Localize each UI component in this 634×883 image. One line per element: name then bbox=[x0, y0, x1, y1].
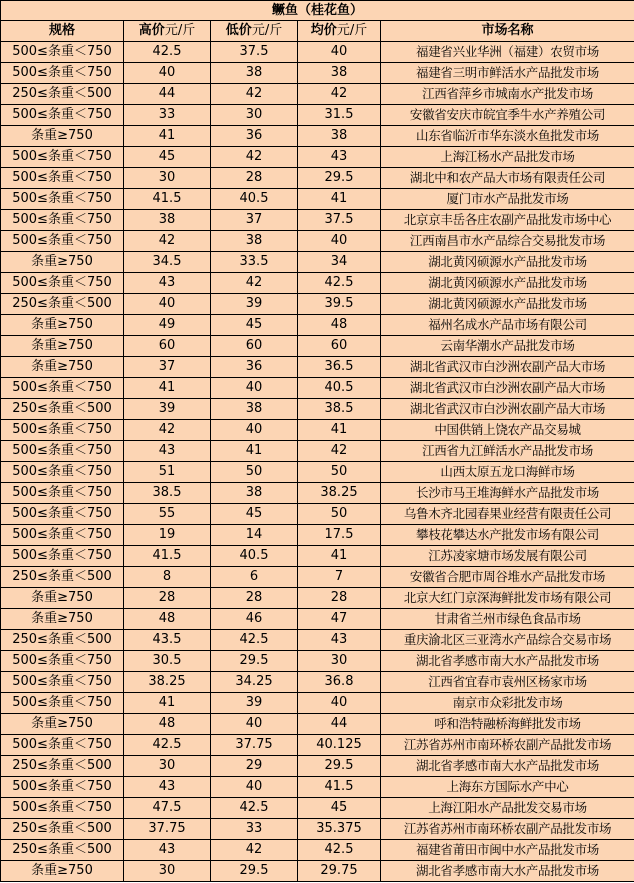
cell-avg: 40 bbox=[298, 693, 381, 714]
cell-low: 28 bbox=[211, 588, 298, 609]
cell-avg: 38.5 bbox=[298, 399, 381, 420]
cell-avg: 40 bbox=[298, 42, 381, 63]
table-row bbox=[1, 168, 634, 189]
table-row bbox=[1, 399, 634, 420]
cell-avg: 40 bbox=[298, 231, 381, 252]
table-row bbox=[1, 189, 634, 210]
cell-avg: 43 bbox=[298, 147, 381, 168]
header-row bbox=[1, 21, 634, 42]
cell-avg: 42.5 bbox=[298, 840, 381, 861]
cell-avg: 34 bbox=[298, 252, 381, 273]
cell-spec: 条重≥750 bbox=[1, 336, 124, 357]
cell-high: 42 bbox=[124, 420, 211, 441]
table-row bbox=[1, 567, 634, 588]
cell-avg: 35.375 bbox=[298, 819, 381, 840]
table-row bbox=[1, 777, 634, 798]
cell-spec: 500≤条重＜750 bbox=[1, 441, 124, 462]
cell-high: 49 bbox=[124, 315, 211, 336]
cell-low: 38 bbox=[211, 63, 298, 84]
cell-market: 湖北省孝感市南大水产品批发市场 bbox=[381, 756, 634, 777]
cell-high: 40 bbox=[124, 63, 211, 84]
cell-low: 29.5 bbox=[211, 861, 298, 882]
table-row bbox=[1, 126, 634, 147]
cell-avg: 7 bbox=[298, 567, 381, 588]
cell-avg: 38 bbox=[298, 126, 381, 147]
cell-low: 41 bbox=[211, 441, 298, 462]
cell-avg: 44 bbox=[298, 714, 381, 735]
cell-low: 42.5 bbox=[211, 630, 298, 651]
cell-high: 8 bbox=[124, 567, 211, 588]
cell-high: 19 bbox=[124, 525, 211, 546]
cell-spec: 500≤条重＜750 bbox=[1, 168, 124, 189]
header-spec: 规格 bbox=[1, 21, 124, 42]
table-row bbox=[1, 294, 634, 315]
cell-market: 安徽省合肥市周谷堆水产品批发市场 bbox=[381, 567, 634, 588]
cell-low: 33 bbox=[211, 819, 298, 840]
cell-low: 29.5 bbox=[211, 651, 298, 672]
cell-market: 山东省临沂市华东淡水鱼批发市场 bbox=[381, 126, 634, 147]
cell-market: 湖北省武汉市白沙洲农副产品大市场 bbox=[381, 399, 634, 420]
cell-spec: 250≤条重＜500 bbox=[1, 399, 124, 420]
cell-spec: 条重≥750 bbox=[1, 126, 124, 147]
table-row bbox=[1, 714, 634, 735]
cell-low: 42 bbox=[211, 147, 298, 168]
cell-low: 36 bbox=[211, 126, 298, 147]
cell-avg: 29.75 bbox=[298, 861, 381, 882]
cell-avg: 47 bbox=[298, 609, 381, 630]
cell-low: 42 bbox=[211, 840, 298, 861]
cell-market: 呼和浩特融桥海鲜批发市场 bbox=[381, 714, 634, 735]
cell-spec: 条重≥750 bbox=[1, 714, 124, 735]
cell-low: 40 bbox=[211, 378, 298, 399]
cell-high: 33 bbox=[124, 105, 211, 126]
cell-market: 江西省宜春市袁州区杨家市场 bbox=[381, 672, 634, 693]
cell-avg: 40.5 bbox=[298, 378, 381, 399]
cell-low: 40 bbox=[211, 777, 298, 798]
cell-low: 6 bbox=[211, 567, 298, 588]
header-high bbox=[124, 21, 211, 42]
table-row bbox=[1, 357, 634, 378]
table-row bbox=[1, 210, 634, 231]
cell-avg: 48 bbox=[298, 315, 381, 336]
cell-high: 55 bbox=[124, 504, 211, 525]
cell-spec: 条重≥750 bbox=[1, 609, 124, 630]
table-row bbox=[1, 756, 634, 777]
cell-avg: 42 bbox=[298, 84, 381, 105]
header-low-unit: 元/斤 bbox=[251, 23, 283, 38]
cell-spec: 500≤条重＜750 bbox=[1, 504, 124, 525]
cell-high: 42.5 bbox=[124, 42, 211, 63]
cell-high: 30 bbox=[124, 756, 211, 777]
cell-avg: 17.5 bbox=[298, 525, 381, 546]
cell-high: 40 bbox=[124, 294, 211, 315]
cell-spec: 250≤条重＜500 bbox=[1, 567, 124, 588]
cell-low: 34.25 bbox=[211, 672, 298, 693]
cell-market: 南京市众彩批发市场 bbox=[381, 693, 634, 714]
header-high-unit: 元/斤 bbox=[164, 23, 196, 38]
cell-market: 攀枝花攀达水产批发市场有限公司 bbox=[381, 525, 634, 546]
cell-spec: 500≤条重＜750 bbox=[1, 546, 124, 567]
cell-avg: 37.5 bbox=[298, 210, 381, 231]
cell-avg: 29.5 bbox=[298, 168, 381, 189]
cell-spec: 条重≥750 bbox=[1, 252, 124, 273]
cell-market: 江苏凌家塘市场发展有限公司 bbox=[381, 546, 634, 567]
table-row bbox=[1, 630, 634, 651]
table-row bbox=[1, 672, 634, 693]
cell-avg: 50 bbox=[298, 504, 381, 525]
cell-high: 41.5 bbox=[124, 189, 211, 210]
cell-low: 42.5 bbox=[211, 798, 298, 819]
cell-market: 江西南昌市水产品综合交易批发市场 bbox=[381, 231, 634, 252]
header-high-label: 高价 bbox=[138, 23, 165, 38]
cell-low: 28 bbox=[211, 168, 298, 189]
cell-low: 60 bbox=[211, 336, 298, 357]
header-low-label: 低价 bbox=[225, 23, 252, 38]
cell-high: 38 bbox=[124, 210, 211, 231]
table-row bbox=[1, 420, 634, 441]
cell-low: 40 bbox=[211, 420, 298, 441]
cell-high: 47.5 bbox=[124, 798, 211, 819]
table-row bbox=[1, 231, 634, 252]
cell-low: 38 bbox=[211, 399, 298, 420]
header-avg bbox=[298, 21, 381, 42]
table-row bbox=[1, 693, 634, 714]
cell-avg: 41 bbox=[298, 189, 381, 210]
cell-avg: 40.125 bbox=[298, 735, 381, 756]
cell-market: 长沙市马王堆海鲜水产品批发市场 bbox=[381, 483, 634, 504]
cell-avg: 36.8 bbox=[298, 672, 381, 693]
cell-spec: 500≤条重＜750 bbox=[1, 210, 124, 231]
cell-spec: 500≤条重＜750 bbox=[1, 693, 124, 714]
cell-avg: 42 bbox=[298, 441, 381, 462]
cell-high: 43.5 bbox=[124, 630, 211, 651]
cell-avg: 38.25 bbox=[298, 483, 381, 504]
cell-spec: 500≤条重＜750 bbox=[1, 63, 124, 84]
header-avg-label: 均价 bbox=[310, 23, 337, 38]
cell-avg: 41 bbox=[298, 420, 381, 441]
cell-market: 湖北黄冈硕源水产品批发市场 bbox=[381, 252, 634, 273]
title-row bbox=[1, 1, 634, 21]
table-row bbox=[1, 105, 634, 126]
cell-low: 14 bbox=[211, 525, 298, 546]
table-row bbox=[1, 336, 634, 357]
cell-avg: 31.5 bbox=[298, 105, 381, 126]
cell-high: 28 bbox=[124, 588, 211, 609]
cell-high: 41 bbox=[124, 126, 211, 147]
cell-avg: 28 bbox=[298, 588, 381, 609]
cell-market: 湖北中和农产品大市场有限责任公司 bbox=[381, 168, 634, 189]
table-row bbox=[1, 798, 634, 819]
cell-spec: 250≤条重＜500 bbox=[1, 840, 124, 861]
table-row bbox=[1, 315, 634, 336]
cell-low: 46 bbox=[211, 609, 298, 630]
table-row bbox=[1, 273, 634, 294]
cell-market: 湖北黄冈硕源水产品批发市场 bbox=[381, 294, 634, 315]
cell-high: 48 bbox=[124, 609, 211, 630]
table-row bbox=[1, 378, 634, 399]
cell-avg: 39.5 bbox=[298, 294, 381, 315]
cell-market: 福建省三明市鲜活水产品批发市场 bbox=[381, 63, 634, 84]
cell-high: 60 bbox=[124, 336, 211, 357]
cell-low: 30 bbox=[211, 105, 298, 126]
cell-spec: 500≤条重＜750 bbox=[1, 483, 124, 504]
cell-high: 43 bbox=[124, 777, 211, 798]
cell-high: 39 bbox=[124, 399, 211, 420]
cell-market: 湖北省武汉市白沙洲农副产品大市场 bbox=[381, 357, 634, 378]
table-row bbox=[1, 147, 634, 168]
cell-high: 48 bbox=[124, 714, 211, 735]
cell-high: 30 bbox=[124, 168, 211, 189]
cell-high: 37 bbox=[124, 357, 211, 378]
cell-high: 43 bbox=[124, 441, 211, 462]
cell-spec: 500≤条重＜750 bbox=[1, 231, 124, 252]
table-row bbox=[1, 861, 634, 882]
cell-low: 38 bbox=[211, 483, 298, 504]
cell-high: 34.5 bbox=[124, 252, 211, 273]
cell-spec: 500≤条重＜750 bbox=[1, 777, 124, 798]
cell-high: 43 bbox=[124, 273, 211, 294]
cell-low: 38 bbox=[211, 231, 298, 252]
table-row bbox=[1, 546, 634, 567]
table-body bbox=[1, 42, 634, 882]
cell-avg: 41.5 bbox=[298, 777, 381, 798]
cell-market: 乌鲁木齐北园春果业经营有限责任公司 bbox=[381, 504, 634, 525]
cell-market: 上海江杨水产品批发市场 bbox=[381, 147, 634, 168]
cell-market: 山西太原五龙口海鲜市场 bbox=[381, 462, 634, 483]
cell-market: 江苏省苏州市南环桥农副产品批发市场 bbox=[381, 735, 634, 756]
cell-market: 江西省九江鲜活水产品批发市场 bbox=[381, 441, 634, 462]
cell-market: 重庆渝北区三亚湾水产品综合交易市场 bbox=[381, 630, 634, 651]
table-row bbox=[1, 735, 634, 756]
cell-spec: 500≤条重＜750 bbox=[1, 672, 124, 693]
cell-market: 厦门市水产品批发市场 bbox=[381, 189, 634, 210]
cell-low: 45 bbox=[211, 315, 298, 336]
table-row bbox=[1, 63, 634, 84]
table-row bbox=[1, 588, 634, 609]
cell-spec: 250≤条重＜500 bbox=[1, 84, 124, 105]
cell-spec: 500≤条重＜750 bbox=[1, 147, 124, 168]
cell-low: 40.5 bbox=[211, 189, 298, 210]
cell-high: 38.5 bbox=[124, 483, 211, 504]
cell-low: 33.5 bbox=[211, 252, 298, 273]
table-row bbox=[1, 819, 634, 840]
cell-market: 上海东方国际水产中心 bbox=[381, 777, 634, 798]
table-title: 鳜鱼（桂花鱼） bbox=[1, 1, 634, 21]
cell-spec: 500≤条重＜750 bbox=[1, 273, 124, 294]
table-row bbox=[1, 651, 634, 672]
cell-high: 42.5 bbox=[124, 735, 211, 756]
header-low bbox=[211, 21, 298, 42]
cell-avg: 50 bbox=[298, 462, 381, 483]
header-market: 市场名称 bbox=[381, 21, 634, 42]
cell-high: 38.25 bbox=[124, 672, 211, 693]
cell-low: 29 bbox=[211, 756, 298, 777]
cell-spec: 500≤条重＜750 bbox=[1, 798, 124, 819]
cell-avg: 38 bbox=[298, 63, 381, 84]
table-row bbox=[1, 840, 634, 861]
cell-spec: 250≤条重＜500 bbox=[1, 294, 124, 315]
cell-low: 50 bbox=[211, 462, 298, 483]
cell-high: 51 bbox=[124, 462, 211, 483]
cell-high: 41.5 bbox=[124, 546, 211, 567]
cell-market: 安徽省安庆市皖宜季牛水产养殖公司 bbox=[381, 105, 634, 126]
table-row bbox=[1, 483, 634, 504]
cell-spec: 条重≥750 bbox=[1, 588, 124, 609]
cell-spec: 500≤条重＜750 bbox=[1, 189, 124, 210]
cell-low: 37.5 bbox=[211, 42, 298, 63]
cell-market: 湖北省武汉市白沙洲农副产品大市场 bbox=[381, 378, 634, 399]
cell-spec: 500≤条重＜750 bbox=[1, 735, 124, 756]
cell-market: 中国供销上饶农产品交易城 bbox=[381, 420, 634, 441]
cell-low: 37 bbox=[211, 210, 298, 231]
cell-high: 44 bbox=[124, 84, 211, 105]
cell-low: 37.75 bbox=[211, 735, 298, 756]
cell-market: 湖北省孝感市南大水产品批发市场 bbox=[381, 651, 634, 672]
cell-high: 41 bbox=[124, 693, 211, 714]
table-row bbox=[1, 525, 634, 546]
cell-spec: 250≤条重＜500 bbox=[1, 819, 124, 840]
cell-avg: 60 bbox=[298, 336, 381, 357]
cell-low: 42 bbox=[211, 84, 298, 105]
cell-low: 36 bbox=[211, 357, 298, 378]
cell-high: 45 bbox=[124, 147, 211, 168]
cell-market: 上海江阳水产品批发交易市场 bbox=[381, 798, 634, 819]
cell-spec: 500≤条重＜750 bbox=[1, 420, 124, 441]
cell-market: 江苏省苏州市南环桥农副产品批发市场 bbox=[381, 819, 634, 840]
table-row bbox=[1, 609, 634, 630]
table-row bbox=[1, 252, 634, 273]
cell-spec: 500≤条重＜750 bbox=[1, 525, 124, 546]
table-row bbox=[1, 84, 634, 105]
cell-low: 45 bbox=[211, 504, 298, 525]
cell-spec: 条重≥750 bbox=[1, 357, 124, 378]
cell-high: 30.5 bbox=[124, 651, 211, 672]
cell-spec: 条重≥750 bbox=[1, 315, 124, 336]
cell-high: 43 bbox=[124, 840, 211, 861]
table-row bbox=[1, 42, 634, 63]
header-avg-unit: 元/斤 bbox=[336, 23, 368, 38]
cell-avg: 41 bbox=[298, 546, 381, 567]
cell-spec: 条重≥750 bbox=[1, 861, 124, 882]
cell-market: 云南华潮水产品批发市场 bbox=[381, 336, 634, 357]
cell-market: 福州名成水产品市场有限公司 bbox=[381, 315, 634, 336]
cell-market: 湖北黄冈硕源水产品批发市场 bbox=[381, 273, 634, 294]
table-row bbox=[1, 441, 634, 462]
cell-spec: 250≤条重＜500 bbox=[1, 756, 124, 777]
cell-high: 42 bbox=[124, 231, 211, 252]
cell-market: 福建省兴业华洲（福建）农贸市场 bbox=[381, 42, 634, 63]
cell-low: 39 bbox=[211, 294, 298, 315]
cell-spec: 500≤条重＜750 bbox=[1, 651, 124, 672]
cell-low: 42 bbox=[211, 273, 298, 294]
table-row bbox=[1, 504, 634, 525]
cell-spec: 500≤条重＜750 bbox=[1, 105, 124, 126]
cell-avg: 36.5 bbox=[298, 357, 381, 378]
cell-avg: 43 bbox=[298, 630, 381, 651]
cell-high: 30 bbox=[124, 861, 211, 882]
cell-avg: 30 bbox=[298, 651, 381, 672]
cell-avg: 42.5 bbox=[298, 273, 381, 294]
cell-spec: 250≤条重＜500 bbox=[1, 630, 124, 651]
cell-low: 40 bbox=[211, 714, 298, 735]
cell-low: 39 bbox=[211, 693, 298, 714]
cell-avg: 45 bbox=[298, 798, 381, 819]
cell-spec: 500≤条重＜750 bbox=[1, 42, 124, 63]
cell-spec: 500≤条重＜750 bbox=[1, 378, 124, 399]
cell-market: 北京大红门京深海鲜批发市场有限公司 bbox=[381, 588, 634, 609]
cell-high: 37.75 bbox=[124, 819, 211, 840]
cell-market: 北京京丰岳各庄农副产品批发市场中心 bbox=[381, 210, 634, 231]
cell-market: 甘肃省兰州市绿色食品市场 bbox=[381, 609, 634, 630]
cell-market: 福建省莆田市闽中水产品批发市场 bbox=[381, 840, 634, 861]
cell-avg: 29.5 bbox=[298, 756, 381, 777]
cell-market: 江西省萍乡市城南水产批发市场 bbox=[381, 84, 634, 105]
cell-spec: 500≤条重＜750 bbox=[1, 462, 124, 483]
cell-market: 湖北省孝感市南大水产品批发市场 bbox=[381, 861, 634, 882]
cell-low: 40.5 bbox=[211, 546, 298, 567]
table-row bbox=[1, 462, 634, 483]
cell-high: 41 bbox=[124, 378, 211, 399]
